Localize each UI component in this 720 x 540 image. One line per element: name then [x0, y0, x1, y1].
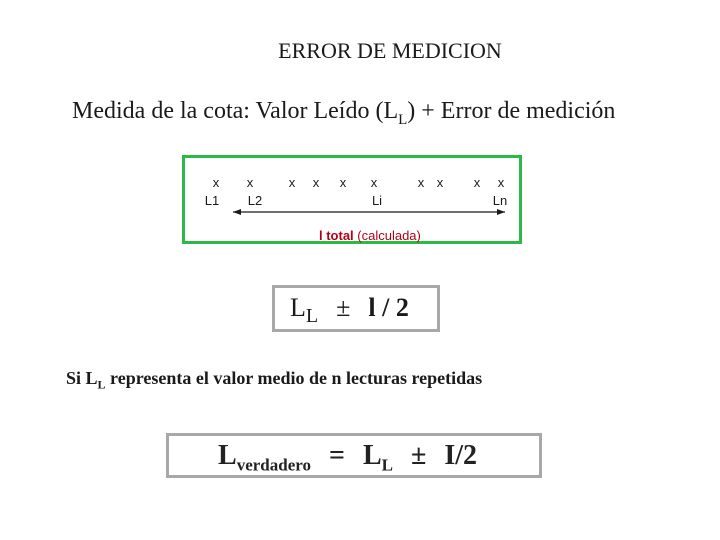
- total-length-label: [319, 228, 421, 243]
- formula-subscript: L: [398, 111, 408, 128]
- measurement-formula: [72, 98, 615, 129]
- result-half: l / 2: [368, 293, 409, 322]
- reading-mark: x: [497, 175, 505, 190]
- true-l2: L: [362, 440, 382, 471]
- true-sub: verdadero: [236, 455, 311, 475]
- reading-mark: x: [246, 175, 254, 190]
- true-l: L: [218, 440, 237, 471]
- description-text: [66, 368, 482, 393]
- double-arrow-icon: [183, 206, 523, 218]
- page-title: ERROR DE MEDICION: [278, 38, 502, 63]
- result-expression: [290, 293, 409, 328]
- true-equals: =: [328, 440, 345, 471]
- true-half: I/2: [444, 440, 478, 471]
- reading-mark: x: [473, 175, 481, 190]
- label-l2: L2: [247, 193, 263, 208]
- true-sub2: L: [381, 455, 393, 475]
- formula-text-rest: ) + Error de medición: [407, 98, 616, 124]
- total-label-bold: l total: [319, 228, 354, 243]
- reading-mark: x: [312, 175, 320, 190]
- result-sub: L: [305, 305, 319, 328]
- result-plus-minus: ±: [336, 293, 351, 322]
- sentence-sub: L: [97, 377, 106, 392]
- reading-mark: x: [370, 175, 378, 190]
- sentence-part1: Si L: [66, 368, 98, 388]
- sentence-part2: representa el valor medio de n lecturas repetidas: [105, 368, 483, 388]
- result-l: L: [290, 293, 306, 322]
- true-plus-minus: ±: [410, 440, 427, 471]
- reading-mark: x: [288, 175, 296, 190]
- label-ln: Ln: [492, 193, 508, 208]
- true-value-expression: [218, 440, 477, 476]
- label-l1: L1: [204, 193, 220, 208]
- reading-mark: x: [339, 175, 347, 190]
- reading-mark: x: [436, 175, 444, 190]
- reading-mark: x: [417, 175, 425, 190]
- label-li: Li: [371, 193, 383, 208]
- reading-mark: x: [212, 175, 220, 190]
- total-label-note: (calculada): [353, 228, 421, 243]
- formula-text: Medida de la cota: Valor Leído (L: [72, 98, 399, 124]
